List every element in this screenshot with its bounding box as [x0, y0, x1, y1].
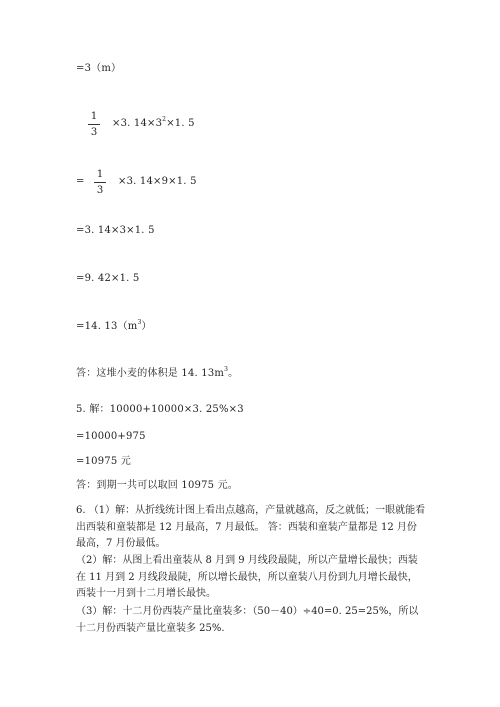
line-volume-formula [112, 117, 195, 131]
fraction-denominator: 3 [90, 127, 98, 138]
question-6-part-3: （3）解：十二月份西装产量比童装多：（50－40）÷40=0. 25=25%，所以十二月份西装产量比童装多 25%. [76, 606, 419, 634]
question-5-step3: =10975 元 [76, 456, 131, 467]
fraction-numerator: 1 [90, 111, 98, 122]
line-volume-step3: =3. 14×3×1. 5 [76, 225, 155, 236]
fraction-denominator: 3 [96, 185, 104, 196]
exponent: 3 [137, 319, 142, 326]
line-result-3m: =3（m） [76, 63, 122, 74]
line-volume-step4: =9. 42×1. 5 [76, 273, 140, 284]
result-text: =14. 13（m [76, 321, 138, 332]
formula-end: ×1. 5 [166, 118, 195, 129]
answer-end: 。 [228, 368, 239, 379]
formula-text: ×3. 14×3 [112, 118, 163, 129]
question-6-part-2: （2）解：从图上看出童装从 8 月到 9 月线段最陡，所以产量增长最快；西装在 11 月到 2 月线段最陡，所以增长最快，所以童装八月份到九月增长最快，西装十一月到十二月增长最快。 [76, 555, 418, 599]
question-5-answer: 答：到期一共可以取回 10975 元。 [76, 480, 238, 491]
answer-text: 答：这堆小麦的体积是 14. 13m [76, 368, 225, 379]
question-5-solution: 5. 解：10000+10000×3. 25%×3 [76, 404, 244, 415]
answer-wheat-volume [76, 367, 238, 381]
question-5-step2: =10000+975 [76, 431, 146, 442]
question-6-part-1: 6. （1）解：从折线统计图上看出点越高，产量就越高，反之就低；一眼就能看出西装和童装都是 12 月最高，7 月最低。 答：西装和童装产量都是 12 月份最高，7 月份最低。 [76, 505, 426, 549]
fraction-bar [88, 124, 100, 125]
result-close: ） [141, 321, 152, 332]
fraction-numerator: 1 [96, 169, 104, 180]
exponent: 3 [224, 366, 229, 373]
equals-sign: = [76, 176, 85, 187]
fraction-bar [94, 182, 106, 183]
line-volume-step2: ×3. 14×9×1. 5 [118, 176, 197, 187]
fraction-one-third [88, 110, 100, 139]
exponent: 2 [162, 116, 167, 123]
fraction-one-third [94, 168, 106, 197]
line-volume-result [76, 320, 152, 334]
